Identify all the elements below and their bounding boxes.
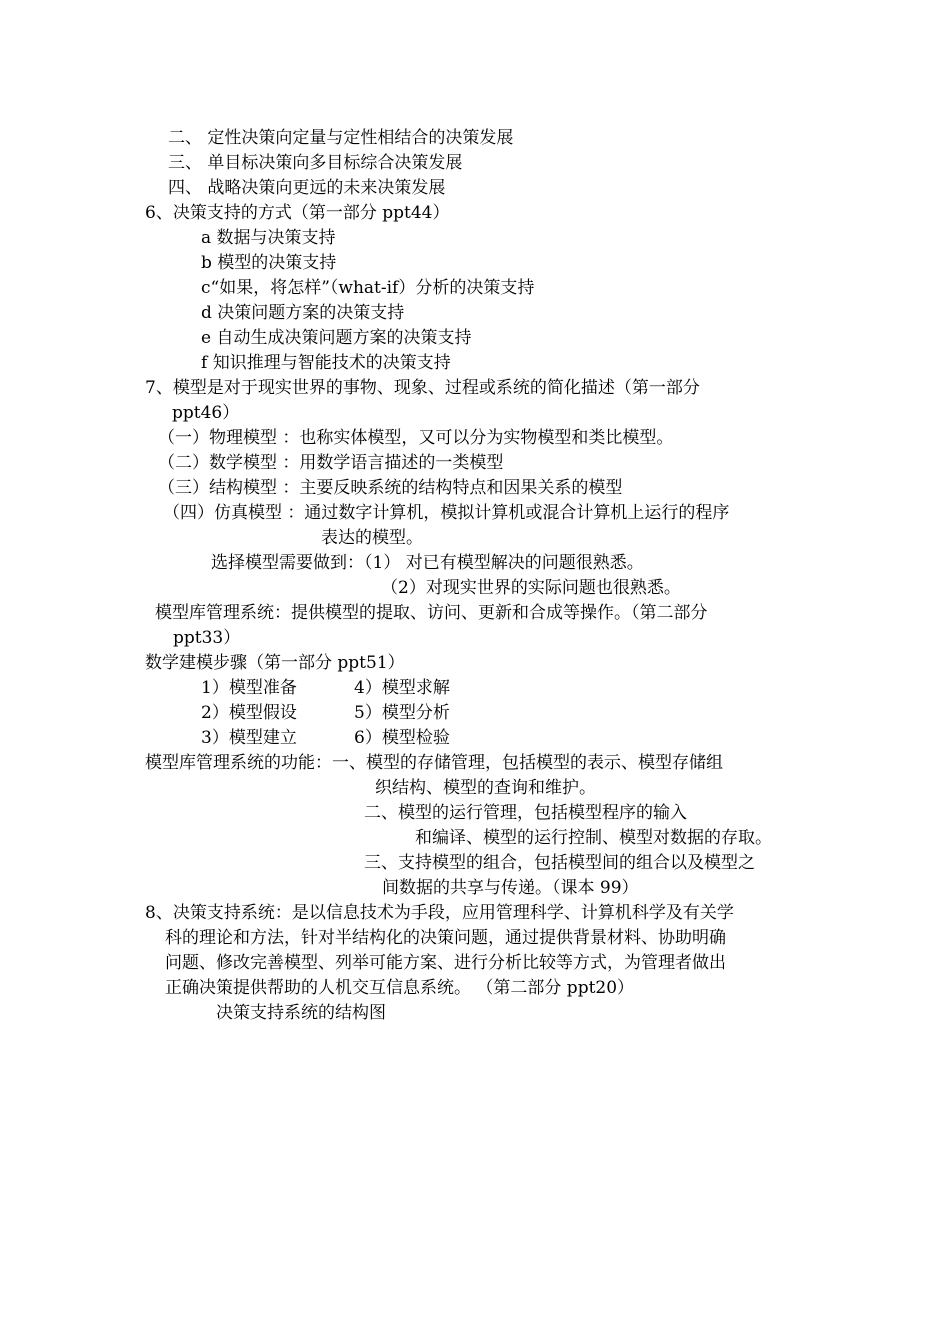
section-7-title: 7、模型是对于现实世界的事物、现象、过程或系统的简化描述（第一部分 xyxy=(145,378,700,398)
trend-line-2: 二、 定性决策向定量与定性相结合的决策发展 xyxy=(168,128,514,148)
mbms-function-3: 三、支持模型的组合，包括模型间的组合以及模型之 xyxy=(364,853,755,873)
support-mode-a: a 数据与决策支持 xyxy=(201,228,336,248)
model-type-simulation: （四）仿真模型 ：通过数字计算机，模拟计算机或混合计算机上运行的程序 xyxy=(163,503,730,523)
trend-line-4: 四、 战略决策向更远的未来决策发展 xyxy=(168,178,446,198)
support-mode-e: e 自动生成决策问题方案的决策支持 xyxy=(201,328,472,348)
modeling-step-2: 2）模型假设 xyxy=(201,703,297,723)
model-choice-2: （2）对现实世界的实际问题也很熟悉。 xyxy=(381,578,681,598)
mbms-definition: 模型库管理系统：提供模型的提取、访问、更新和合成等操作。（第二部分 xyxy=(155,603,708,623)
modeling-step-5: 5）模型分析 xyxy=(354,703,450,723)
section-8-line-3: 问题、修改完善模型、列举可能方案、进行分析比较等方式，为管理者做出 xyxy=(165,953,726,973)
model-type-math: （二）数学模型 ：用数学语言描述的一类模型 xyxy=(158,453,504,473)
model-type-physical: （一）物理模型 ：也称实体模型，又可以分为实物模型和类比模型。 xyxy=(158,428,674,448)
model-choice-1: 选择模型需要做到：（1） 对已有模型解决的问题很熟悉。 xyxy=(211,553,644,573)
dss-structure-figure-caption: 决策支持系统的结构图 xyxy=(216,1003,386,1023)
modeling-step-6: 6）模型检验 xyxy=(354,728,450,748)
mbms-function-1: 模型库管理系统的功能：一、模型的存储管理，包括模型的表示、模型存储组 xyxy=(145,753,723,773)
section-6-title: 6、决策支持的方式（第一部分 ppt44） xyxy=(145,203,450,223)
support-mode-d: d 决策问题方案的决策支持 xyxy=(201,303,405,323)
mbms-definition-cont: ppt33） xyxy=(173,628,241,648)
mbms-function-2: 二、模型的运行管理，包括模型程序的输入 xyxy=(364,803,687,823)
modeling-step-3: 3）模型建立 xyxy=(201,728,297,748)
mbms-function-1-cont: 织结构、模型的查询和维护。 xyxy=(375,778,596,798)
model-type-simulation-cont: 表达的模型。 xyxy=(321,528,423,548)
support-mode-b: b 模型的决策支持 xyxy=(201,253,337,273)
support-mode-f: f 知识推理与智能技术的决策支持 xyxy=(201,353,451,373)
support-mode-c: c“如果，将怎样”（what-if）分析的决策支持 xyxy=(201,278,535,298)
section-8-line-2: 科的理论和方法，针对半结构化的决策问题，通过提供背景材料、协助明确 xyxy=(165,928,726,948)
mbms-function-3-cont: 间数据的共享与传递。（课本 99） xyxy=(382,878,639,898)
section-7-title-cont: ppt46） xyxy=(172,403,240,423)
section-8-line-4: 正确决策提供帮助的人机交互信息系统。 （第二部分 ppt20） xyxy=(165,978,635,998)
model-type-structure: （三）结构模型 ：主要反映系统的结构特点和因果关系的模型 xyxy=(158,478,623,498)
modeling-step-4: 4）模型求解 xyxy=(354,678,450,698)
mbms-function-2-cont: 和编译、模型的运行控制、模型对数据的存取。 xyxy=(415,828,772,848)
section-8-title: 8、决策支持系统：是以信息技术为手段，应用管理科学、计算机科学及有关学 xyxy=(145,903,734,923)
modeling-steps-title: 数学建模步骤（第一部分 ppt51） xyxy=(145,653,405,673)
trend-line-3: 三、 单目标决策向多目标综合决策发展 xyxy=(168,153,463,173)
modeling-step-1: 1）模型准备 xyxy=(201,678,297,698)
